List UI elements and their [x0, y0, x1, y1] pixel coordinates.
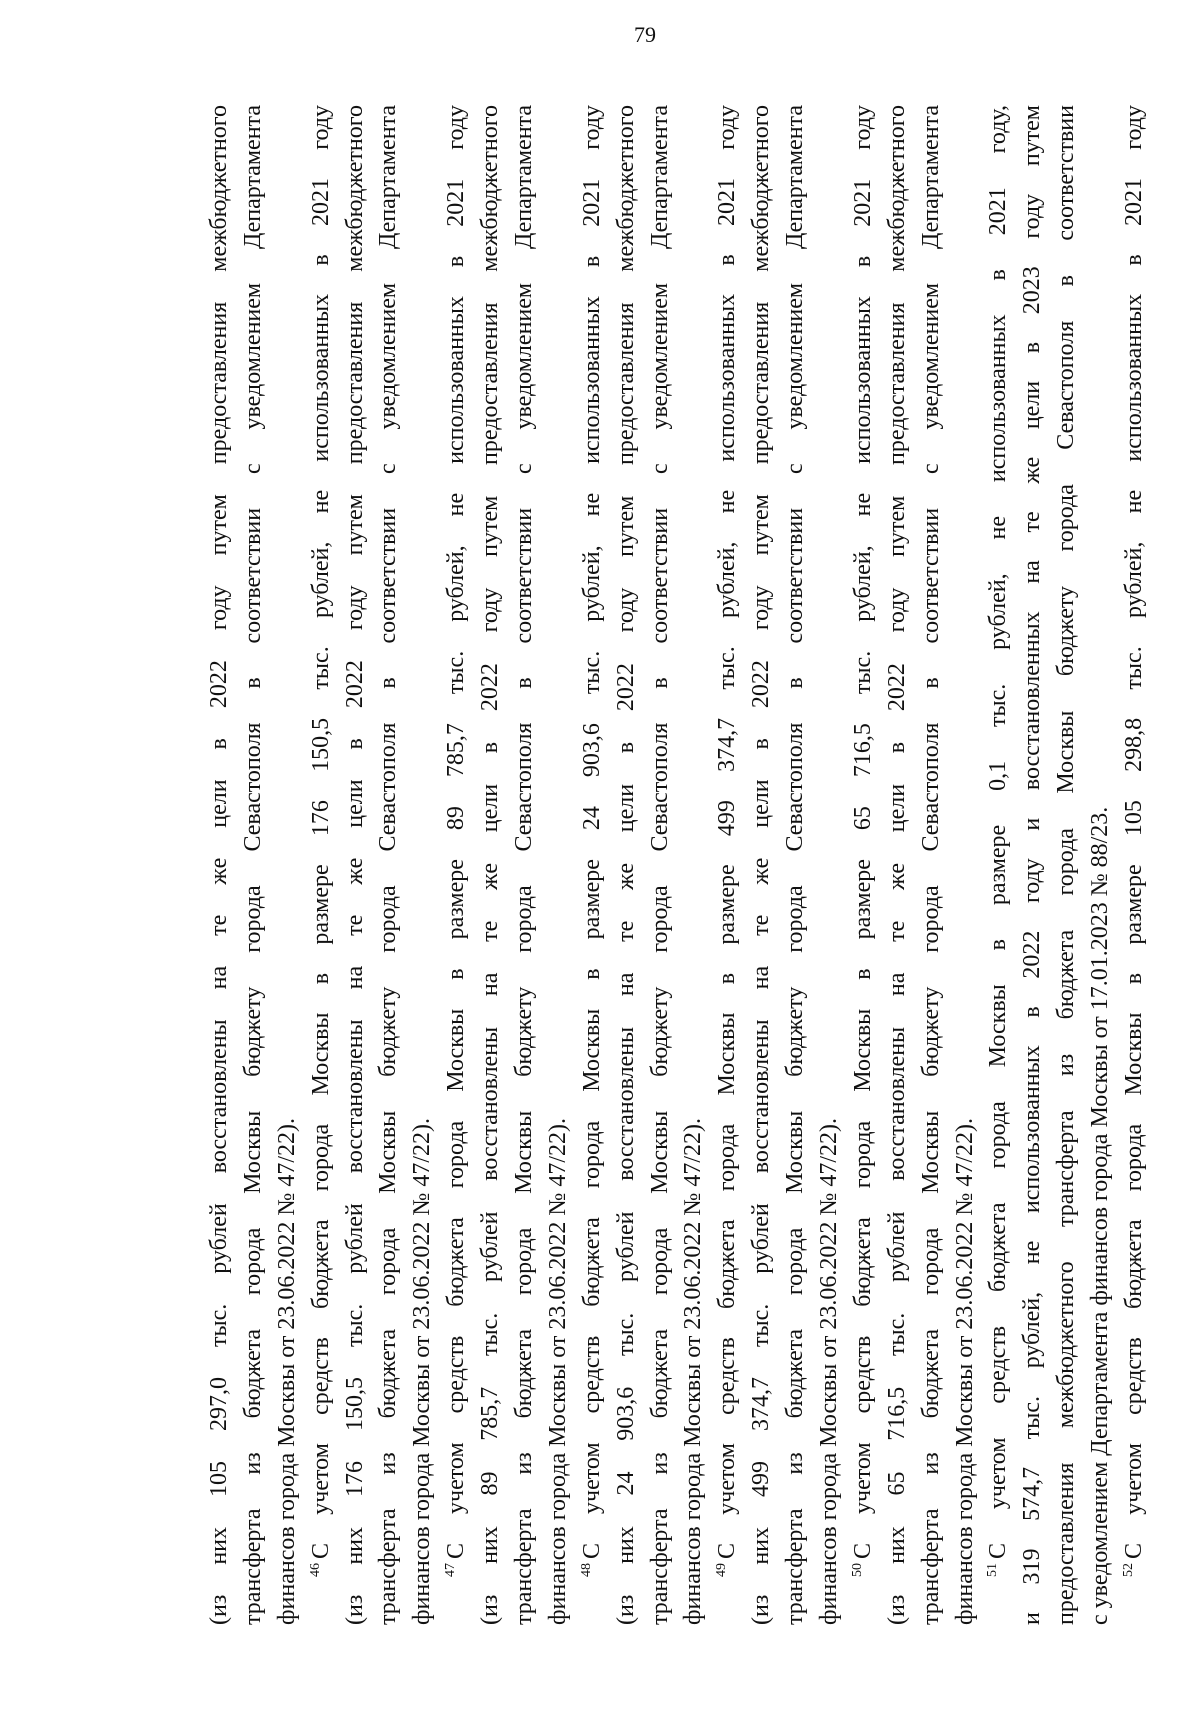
footnote-line — [644, 105, 678, 1625]
footnote-line — [779, 105, 813, 1625]
footnote-text: (из них 24 903,6 тыс. рублей восстановлены на те же цели в 2022 году путем предоставления межбюджетного — [612, 105, 639, 1625]
footnote-text: трансферта из бюджета города Москвы бюджету города Севастополя в соответствии с уведомлением Департамента — [511, 105, 538, 1625]
footnote-line — [1084, 105, 1118, 1625]
rotated-footnotes-block — [203, 105, 1152, 1625]
footnote-line — [610, 105, 644, 1625]
footnote-number: 49 — [714, 1563, 730, 1577]
footnote-text: С учетом средств бюджета города Москвы в размере 176 150,5 тыс. рублей, не использованных в 2021 году — [307, 105, 334, 1559]
footnote-line — [881, 105, 915, 1625]
footnote-text: (из них 65 716,5 тыс. рублей восстановлены на те же цели в 2022 году путем предоставления межбюджетного — [883, 105, 910, 1625]
footnote-line — [813, 105, 847, 1625]
footnote-text: С учетом средств бюджета города Москвы в размере 24 903,6 тыс. рублей, не использованных в 2021 году — [578, 105, 605, 1559]
footnote-line — [542, 105, 576, 1625]
footnote-start-line — [576, 105, 610, 1625]
footnote-line — [745, 105, 779, 1625]
footnote-number: 52 — [1121, 1563, 1137, 1577]
footnote-line — [339, 105, 373, 1625]
footnote-start-line — [1118, 105, 1152, 1625]
footnote-line — [474, 105, 508, 1625]
footnote-line — [372, 105, 406, 1625]
footnote-text: финансов города Москвы от 23.06.2022 № 47/22). — [816, 1118, 843, 1625]
footnote-start-line — [305, 105, 339, 1625]
footnote-text: финансов города Москвы от 23.06.2022 № 47/22). — [951, 1118, 978, 1625]
footnote-text: трансферта из бюджета города Москвы бюджету города Севастополя в соответствии с уведомлением Департамента — [239, 105, 266, 1625]
footnote-line — [203, 105, 237, 1625]
footnote-start-line — [711, 105, 745, 1625]
footnote-number: 46 — [307, 1563, 323, 1577]
footnote-start-line — [847, 105, 881, 1625]
footnote-text: и 319 574,7 тыс. рублей, не использованных в 2022 году и восстановленных на те же цели в 2023 году путем — [1019, 105, 1046, 1625]
footnote-line — [508, 105, 542, 1625]
footnote-number: 48 — [578, 1563, 594, 1577]
footnote-text: С учетом средств бюджета города Москвы в размере 0,1 тыс. рублей, не использованных в 2021 году, — [985, 105, 1012, 1559]
footnote-text: С учетом средств бюджета города Москвы в размере 499 374,7 тыс. рублей, не использованных в 2021 году — [714, 105, 741, 1559]
footnote-text: С учетом средств бюджета города Москвы в размере 89 785,7 тыс. рублей, не использованных в 2021 году — [443, 105, 470, 1559]
page-number: 79 — [634, 22, 656, 47]
footnote-line — [915, 105, 949, 1625]
footnote-line — [677, 105, 711, 1625]
footnote-text: трансферта из бюджета города Москвы бюджету города Севастополя в соответствии с уведомлением Департамента — [375, 105, 402, 1625]
footnote-text: С учетом средств бюджета города Москвы в размере 65 716,5 тыс. рублей, не использованных в 2021 году — [849, 105, 876, 1559]
footnote-start-line — [982, 105, 1016, 1625]
footnote-text: финансов города Москвы от 23.06.2022 № 47/22). — [273, 1118, 300, 1625]
footnote-text: финансов города Москвы от 23.06.2022 № 47/22). — [409, 1118, 436, 1625]
footnote-text: С учетом средств бюджета города Москвы в размере 105 298,8 тыс. рублей, не использованных в 2021 году — [1121, 105, 1148, 1559]
footnote-line — [271, 105, 305, 1625]
footnote-text: финансов города Москвы от 23.06.2022 № 47/22). — [680, 1118, 707, 1625]
footnote-text: трансферта из бюджета города Москвы бюджету города Севастополя в соответствии с уведомлением Департамента — [917, 105, 944, 1625]
footnote-line — [949, 105, 983, 1625]
footnote-number: 50 — [849, 1563, 865, 1577]
footnote-text: (из них 89 785,7 тыс. рублей восстановлены на те же цели в 2022 году путем предоставления межбюджетного — [477, 105, 504, 1625]
footnote-line — [406, 105, 440, 1625]
footnote-text: трансферта из бюджета города Москвы бюджету города Севастополя в соответствии с уведомлением Департамента — [646, 105, 673, 1625]
footnote-text: трансферта из бюджета города Москвы бюджету города Севастополя в соответствии с уведомлением Департамента — [782, 105, 809, 1625]
footnote-text: предоставления межбюджетного трансферта из бюджета города Москвы бюджету города Севастополя в соответствии — [1053, 105, 1080, 1625]
footnote-text: с уведомлением Департамента финансов города Москвы от 17.01.2023 № 88/23. — [1087, 806, 1114, 1625]
footnote-line — [1050, 105, 1084, 1625]
footnote-text: финансов города Москвы от 23.06.2022 № 47/22). — [544, 1118, 571, 1625]
footnote-text: (из них 499 374,7 тыс. рублей восстановлены на те же цели в 2022 году путем предоставления межбюджетного — [748, 105, 775, 1625]
footnote-number: 47 — [443, 1563, 459, 1577]
footnote-line — [237, 105, 271, 1625]
footnote-text: (из них 105 297,0 тыс. рублей восстановлены на те же цели в 2022 году путем предоставления межбюджетного — [206, 105, 232, 1625]
footnote-line — [1016, 105, 1050, 1625]
footnote-start-line — [440, 105, 474, 1625]
footnote-number: 51 — [985, 1563, 1001, 1577]
footnote-text: (из них 176 150,5 тыс. рублей восстановлены на те же цели в 2022 году путем предоставления межбюджетного — [341, 105, 368, 1625]
